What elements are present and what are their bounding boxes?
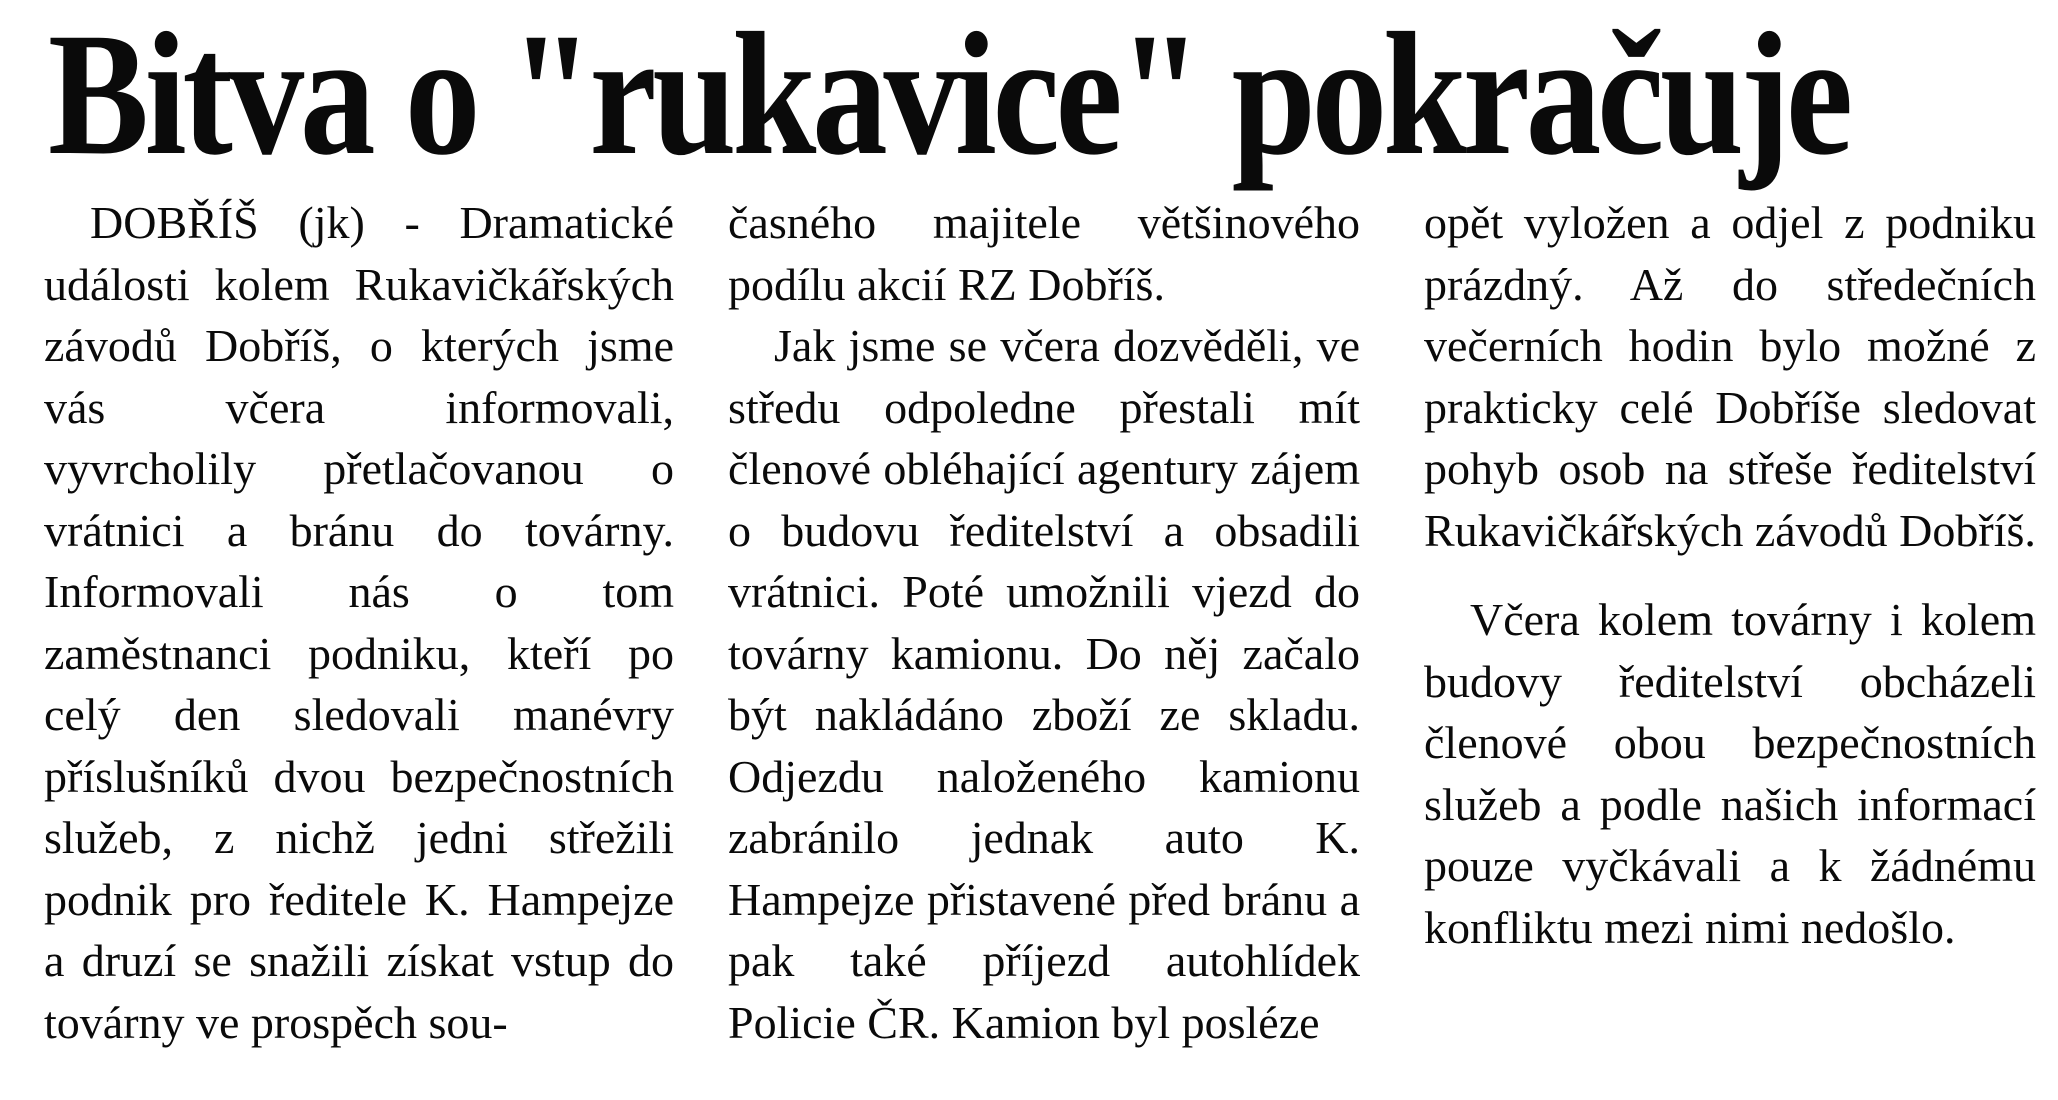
paragraph: DOBŘÍŠ (jk) - Dramatické události kolem Rukavičkářských závodů Dobříš, o kterých jsme vás včera informovali, vyvrcholily přetlačovanou o vrátnici a bránu do továrny. Informovali nás o tom zaměstnanci podniku, kteří po celý den sledovali manévry příslušníků dvou bezpečnostních služeb, z nichž jedni střežili podnik pro ředitele K. Hampejze a druzí se snažili získat vstup do továrny ve prospěch sou- [44, 197, 674, 1048]
article-column-3 [1424, 192, 2036, 958]
paragraph: Včera kolem továrny i kolem budovy ředitelství obcházeli členové obou bezpečnostních služeb a podle našich informací pouze vyčkávali a k žádnému konfliktu mezi nimi nedošlo. [1424, 594, 2036, 953]
paragraph-continuation: opět vyložen a odjel z podniku prázdný. Až do středečních večerních hodin bylo možné z prakticky celé Dobříše sledovat pohyb osob na střeše ředitelství Rukavičkářských závodů Dobříš. [1424, 197, 2036, 556]
headline: Bitva o "rukavice" pokračuje [48, 0, 1849, 192]
paragraph-continuation: časného majitele většinového podílu akcií RZ Dobříš. [728, 197, 1360, 310]
paragraph: Jak jsme se včera dozvěděli, ve středu odpoledne přestali mít členové obléhající agentury zájem o budovu ředitelství a obsadili vrátnici. Poté umožnili vjezd do továrny kamionu. Do něj začalo být nakládáno zboží ze skladu. Odjezdu naloženého kamionu zabránilo jednak auto K. Hampejze přistavené před bránu a pak také příjezd autohlídek Policie ČR. Kamion byl posléze [728, 320, 1360, 1048]
article-column-1 [44, 192, 674, 1053]
article-column-2 [728, 192, 1360, 1053]
